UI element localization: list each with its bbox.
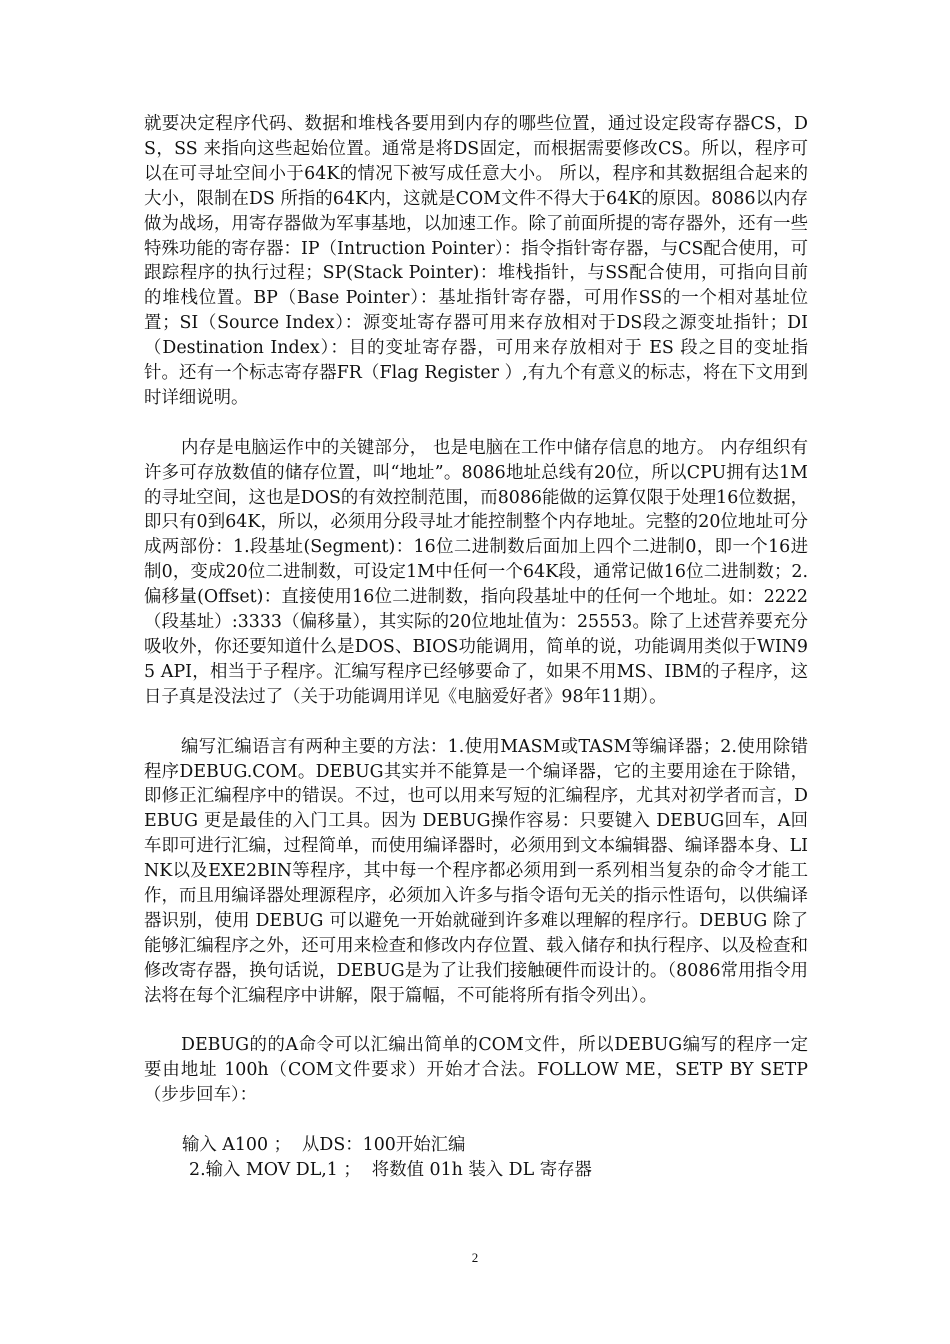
paragraph-assembly-methods: 编写汇编语言有两种主要的方法：1.使用MASM或TASM等编译器；2.使用除错程序DEBUG.COM。DEBUG其实并不能算是一个编译器，它的主要用途在于除错，即修正汇编程序中的错误。不过，也可以用来写短的汇编程序，尤其对初学者而言，DEBUG 更是最佳的入门工具。因为 DEBUG操作容易：只要键入 DEBUG回车，A回车即可进行汇编，过程简单，而使用编译器时，必须用到文本编辑器、编译器本身、LINK以及EXE2BIN等程序，其中每一个程序都必须用到一系列相当复杂的命令才能工作，而且用编译器处理源程序，必须加入许多与指令语句无关的指示性语句，以供编译器识别，使用 DEBUG 可以避免一开始就碰到许多难以理解的程序行。DEBUG 除了能够汇编程序之外，还可用来检查和修改内存位置、载入储存和执行程序、以及检查和修改寄存器，换句话说，DEBUG是为了让我们接触硬件而设计的。（8086常用指令用法将在每个汇编程序中讲解，限于篇幅，不可能将所有指令列出）。	[144, 736, 808, 1006]
debug-steps	[144, 1133, 808, 1183]
document-body	[144, 112, 808, 1183]
page-number: 2	[471, 1250, 479, 1265]
debug-step-1: 输入 A100 ； 从DS：100开始汇编	[182, 1135, 466, 1156]
paragraph-memory: 内存是电脑运作中的关键部分， 也是电脑在工作中储存信息的地方。 内存组织有许多可存放数值的储存位置，叫“地址”。8086地址总线有20位，所以CPU拥有达1M的寻址空间，这也是DOS的有效控制范围，而8086能做的运算仅限于处理16位数据，即只有0到64K，所以，必须用分段寻址才能控制整个内存地址。完整的20位地址可分成两部份：1.段基址(Segment)：16位二进制数后面加上四个二进制0，即一个16进制0，变成20位二进制数，可设定1M中任何一个64K段，通常记做16位二进制数；2.偏移量(Offset)：直接使用16位二进制数，指向段基址中的任何一个地址。如：2222（段基址）:3333（偏移量），其实际的20位地址值为：25553。除了上述营养要充分吸收外，你还要知道什么是DOS、BIOS功能调用，简单的说，功能调用类似于WIN95 API，相当于子程序。汇编写程序已经够要命了，如果不用MS、IBM的子程序，这日子真是没法过了（关于功能调用详见《电脑爱好者》98年11期）。	[144, 437, 808, 707]
debug-step-2: 2.输入 MOV DL,1 ； 将数值 01h 装入 DL 寄存器	[189, 1160, 592, 1180]
paragraph-debug-intro: DEBUG的的A命令可以汇编出简单的COM文件，所以DEBUG编写的程序一定要由地址 100h（COM文件要求）开始才合法。FOLLOW ME，SETP BY SETP（步步回车）：	[144, 1035, 808, 1106]
paragraph-registers: 就要决定程序代码、数据和堆栈各要用到内存的哪些位置，通过设定段寄存器CS，DS，SS 来指向这些起始位置。通常是将DS固定，而根据需要修改CS。所以，程序可以在可寻址空间小于64K的情况下被写成任意大小。 所以，程序和其数据组合起来的大小，限制在DS 所指的64K内，这就是COM文件不得大于64K的原因。8086以内存做为战场，用寄存器做为军事基地，以加速工作。除了前面所提的寄存器外，还有一些特殊功能的寄存器：IP（Intruction Pointer）：指令指针寄存器，与CS配合使用，可跟踪程序的执行过程；SP(Stack Pointer)：堆栈指针，与SS配合使用，可指向目前的堆栈位置。BP（Base Pointer）：基址指针寄存器，可用作SS的一个相对基址位置；SI（Source Index）：源变址寄存器可用来存放相对于DS段之源变址指针；DI（Destination Index）：目的变址寄存器，可用来存放相对于 ES 段之目的变址指针。还有一个标志寄存器FR（Flag Register ）,有九个有意义的标志，将在下文用到时详细说明。	[144, 114, 808, 408]
